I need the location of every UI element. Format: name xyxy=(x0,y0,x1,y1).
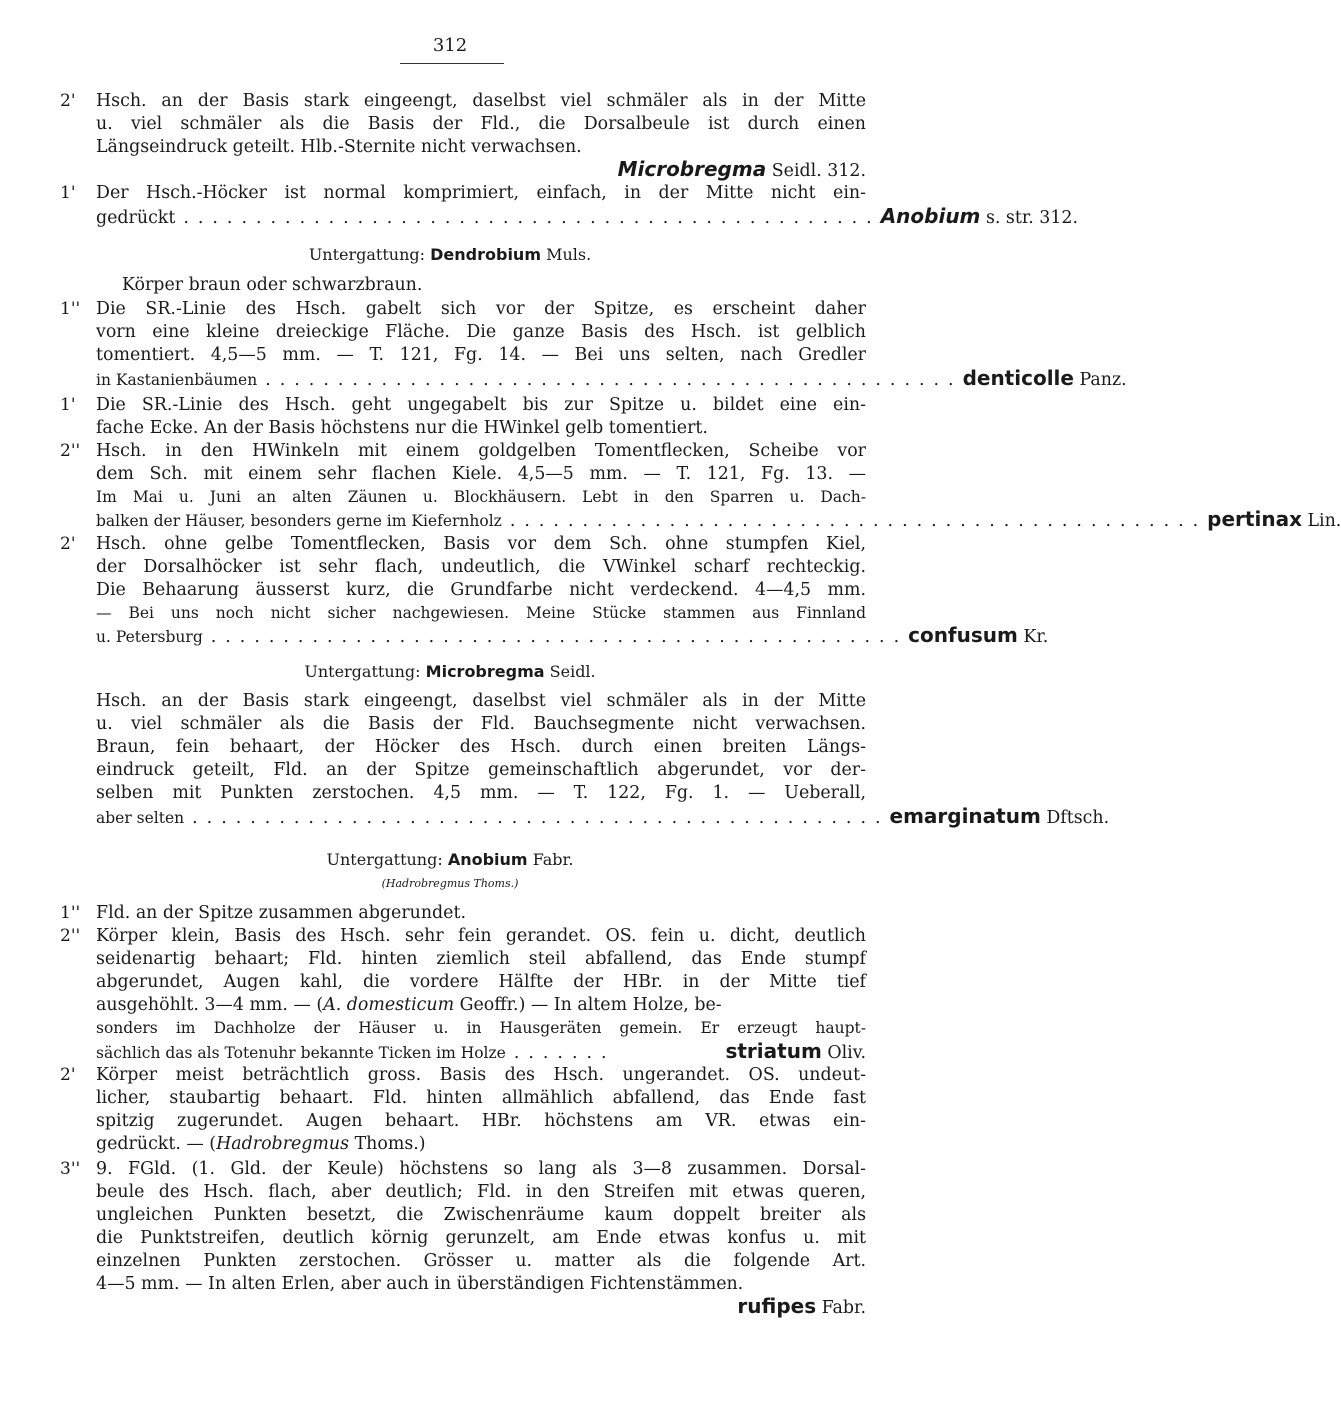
couplet-number: 2' xyxy=(60,91,76,111)
couplet-number: 2' xyxy=(60,534,76,554)
subgenus-heading xyxy=(0,660,900,683)
taxon-line xyxy=(96,1295,866,1320)
text-line-leader xyxy=(96,507,1341,533)
text-line: seidenartig behaart; Fld. hinten ziemlich steil abfallend, das Ende stumpf xyxy=(96,949,866,969)
species-author: Oliv. xyxy=(827,1043,866,1063)
text-line: 4—5 mm. — In alten Erlen, aber auch in überständigen Fichtenstämmen. xyxy=(96,1274,744,1294)
text-line: abgerundet, Augen kahl, die vordere Hälfte der HBr. in der Mitte tief xyxy=(96,972,866,992)
text-fragment: balken der Häuser, besonders gerne im Kiefernholz xyxy=(96,512,502,530)
species-author: Kr. xyxy=(1023,627,1049,647)
text-line: Körper klein, Basis des Hsch. sehr fein gerandet. OS. fein u. dicht, deutlich xyxy=(96,926,866,946)
text-fragment: sächlich das als Totenuhr bekannte Ticken im Holze xyxy=(96,1044,506,1062)
text-line: Die SR.-Linie des Hsch. gabelt sich vor der Spitze, es erscheint daher xyxy=(96,299,866,319)
text-line: der Dorsalhöcker ist sehr flach, undeutlich, die VWinkel scharf rechteckig. xyxy=(96,557,866,577)
couplet-number: 2' xyxy=(60,1065,76,1085)
subgenus-author: Muls. xyxy=(546,245,592,264)
text-line: gedrückt. — (Hadrobregmus Thoms.) xyxy=(96,1134,426,1154)
species-name: confusum xyxy=(908,623,1018,647)
text-line: Körper braun oder schwarzbraun. xyxy=(122,275,423,295)
couplet-number: 1' xyxy=(60,395,76,415)
text-line: spitzig zugerundet. Augen behaart. HBr. höchstens am VR. etwas ein- xyxy=(96,1111,866,1131)
text-line: eindruck geteilt, Fld. an der Spitze gemeinschaftlich abgerundet, vor der- xyxy=(96,760,866,780)
text-line: Hsch. an der Basis stark eingeengt, daselbst viel schmäler als in der Mitte xyxy=(96,91,866,111)
text-line: sonders im Dachholze der Häuser u. in Hausgeräten gemein. Er erzeugt haupt- xyxy=(96,1019,866,1037)
text-fragment: gedrückt xyxy=(96,208,176,228)
subgenus-name: Dendrobium xyxy=(430,245,541,264)
text-fragment: aber selten xyxy=(96,809,185,827)
species-author: Panz. xyxy=(1079,370,1127,390)
taxon-line xyxy=(96,158,866,183)
species-author: Dftsch. xyxy=(1046,808,1110,828)
text-line: Körper meist beträchtlich gross. Basis des Hsch. ungerandet. OS. undeut- xyxy=(96,1065,866,1085)
page-number: 312 xyxy=(432,35,468,56)
text-line: dem Sch. mit einem sehr flachen Kiele. 4,5—5 mm. — T. 121, Fg. 13. — xyxy=(96,464,866,484)
taxon-author: s. str. 312. xyxy=(985,208,1079,228)
text-line: Hsch. in den HWinkeln mit einem goldgelben Tomentflecken, Scheibe vor xyxy=(96,441,866,461)
couplet-number: 1'' xyxy=(60,299,81,319)
subgenus-synonym: (Hadrobregmus Thoms.) xyxy=(381,877,519,890)
text-line: einzelnen Punkten zerstochen. Grösser u. matter als die folgende Art. xyxy=(96,1251,866,1271)
dot-leader: ................................................ xyxy=(509,511,1208,531)
text-line: Die SR.-Linie des Hsch. geht ungegabelt bis zur Spitze u. bildet eine ein- xyxy=(96,395,866,415)
text-line-leader xyxy=(96,204,1079,230)
dot-leader: ....... xyxy=(513,1043,616,1063)
species-name: pertinax xyxy=(1207,507,1302,531)
dot-leader: ................................................ xyxy=(183,208,881,228)
subgenus-heading xyxy=(0,848,900,871)
heading-prefix: Untergattung: xyxy=(326,850,443,869)
text-line: fache Ecke. An der Basis höchstens nur die HWinkel gelb tomentiert. xyxy=(96,418,708,438)
species-name: emarginatum xyxy=(889,804,1041,828)
text-line: licher, staubartig behaart. Fld. hinten allmählich abfallend, das Ende fast xyxy=(96,1088,866,1108)
text-line: — Bei uns noch nicht sicher nachgewiesen. Meine Stücke stammen aus Finnland xyxy=(96,604,866,622)
text-fragment: in Kastanienbäumen xyxy=(96,371,258,389)
species-name: striatum xyxy=(725,1039,822,1063)
text-line: Hsch. an der Basis stark eingeengt, daselbst viel schmäler als in der Mitte xyxy=(96,691,866,711)
text-line: tomentiert. 4,5—5 mm. — T. 121, Fg. 14. — Bei uns selten, nach Gredler xyxy=(96,345,866,365)
text-line: vorn eine kleine dreieckige Fläche. Die ganze Basis des Hsch. ist gelblich xyxy=(96,322,866,342)
text-line: selben mit Punkten zerstochen. 4,5 mm. — T. 122, Fg. 1. — Ueberall, xyxy=(96,783,866,803)
text-line: Im Mai u. Juni an alten Zäunen u. Blockhäusern. Lebt in den Sparren u. Dach- xyxy=(96,488,866,506)
text-line: Fld. an der Spitze zusammen abgerundet. xyxy=(96,903,466,923)
subgenus-author: Fabr. xyxy=(532,850,574,869)
text-line-leader xyxy=(96,1040,866,1065)
subgenus-author: Seidl. xyxy=(549,662,596,681)
subgenus-heading xyxy=(0,243,900,266)
text-line: Braun, fein behaart, der Höcker des Hsch. durch einen breiten Längs- xyxy=(96,737,866,757)
text-line: u. viel schmäler als die Basis der Fld., die Dorsalbeule ist durch einen xyxy=(96,114,866,134)
subgenus-name: Anobium xyxy=(447,850,528,869)
couplet-number: 2'' xyxy=(60,926,81,946)
couplet-number: 1' xyxy=(60,183,76,203)
species-name: rufipes xyxy=(737,1294,817,1318)
species-name: denticolle xyxy=(962,366,1074,390)
dot-leader: ................................................ xyxy=(265,370,963,390)
couplet-number: 1'' xyxy=(60,903,81,923)
dot-leader: ................................................ xyxy=(192,808,890,828)
text-line: u. viel schmäler als die Basis der Fld. Bauchsegmente nicht verwachsen. xyxy=(96,714,866,734)
text-line-leader xyxy=(96,804,1110,830)
heading-prefix: Untergattung: xyxy=(308,245,426,264)
heading-prefix: Untergattung: xyxy=(304,662,421,681)
dot-leader: ................................................ xyxy=(210,627,909,647)
text-line: Längseindruck geteilt. Hlb.-Sternite nicht verwachsen. xyxy=(96,137,582,157)
text-line: ausgehöhlt. 3—4 mm. — (A. domesticum Geoffr.) — In altem Holze, be- xyxy=(96,995,722,1015)
species-author: Fabr. xyxy=(821,1298,866,1318)
couplet-number: 2'' xyxy=(60,441,81,461)
page-number-rule xyxy=(400,63,504,64)
text-line: Hsch. ohne gelbe Tomentflecken, Basis vor dem Sch. ohne stumpfen Kiel, xyxy=(96,534,866,554)
text-line-leader xyxy=(96,366,1127,392)
couplet-number: 3'' xyxy=(60,1159,81,1179)
genus-name: Microbregma xyxy=(617,157,767,181)
text-line: ungleichen Punkten besetzt, die Zwischenräume kaum doppelt breiter als xyxy=(96,1205,866,1225)
text-line: die Punktstreifen, deutlich körnig gerunzelt, am Ende etwas konfus u. mit xyxy=(96,1228,866,1248)
text-line: beule des Hsch. flach, aber deutlich; Fld. in den Streifen mit etwas queren, xyxy=(96,1182,866,1202)
text-line-leader xyxy=(96,623,1049,649)
genus-name: Anobium xyxy=(880,204,981,228)
text-line: Die Behaarung äusserst kurz, die Grundfarbe nicht verdeckend. 4—4,5 mm. xyxy=(96,580,866,600)
taxon-author: Seidl. 312. xyxy=(771,161,866,181)
subgenus-name: Microbregma xyxy=(425,662,545,681)
text-fragment: u. Petersburg xyxy=(96,628,203,646)
text-line: 9. FGld. (1. Gld. der Keule) höchstens so lang als 3—8 zusammen. Dorsal- xyxy=(96,1159,866,1179)
text-line: Der Hsch.-Höcker ist normal komprimiert, einfach, in der Mitte nicht ein- xyxy=(96,183,866,203)
species-author: Lin. xyxy=(1307,511,1341,531)
